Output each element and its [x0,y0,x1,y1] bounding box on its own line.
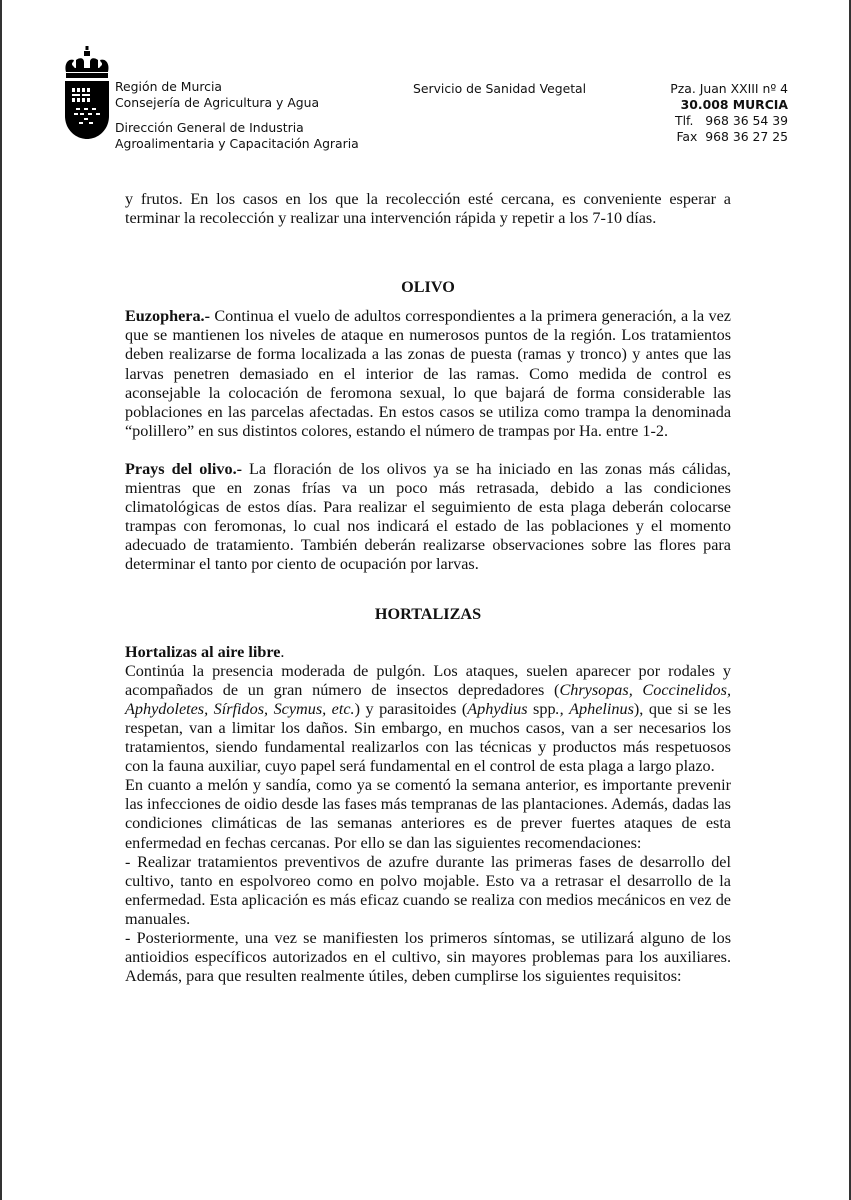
fax-number: Fax 968 36 27 25 [676,129,788,144]
paragraph-text: Continua el vuelo de adultos correspondientes a la primera generación, a la vez que se mantienen los niveles de ataque en numerosos puntos de la región. Los tratamientos deben realizarse de forma localizada a las zonas de puesta (ramas y tronco) y antes que las larvas penetren demasiado en el interior de las ramas. Como medida de control es aconsejable la colocación de feromona sexual, lo que bajará de forma considerable las poblaciones en las parcelas afectadas. En estos casos se utiliza como trampa la denominada “polillero” en sus distintos colores, estando el número de trampas por Ha. entre 1-2. [125,307,731,440]
paragraph-euzophera [125,307,731,441]
pest-name-prays: Prays del olivo.- [125,459,243,478]
header-contact [670,81,788,145]
recommendation-antioidios: - Posteriormente, una vez se manifiesten los primeros síntomas, se utilizará alguno de los antioidios específicos autorizados en el cultivo, sin mayores problemas para los auxiliares. Además, para que resulten realmente útiles, deben cumplirse los siguientes requisitos: [125,929,731,986]
document-body [125,190,731,986]
intro-paragraph: y frutos. En los casos en los que la recolección esté cercana, es conveniente esperar a terminar la recolección y realizar una intervención rápida y repetir a los 7-10 días. [125,190,731,228]
section-title-olivo: OLIVO [401,278,455,297]
header-organization [115,79,359,152]
address-street: Pza. Juan XXIII nº 4 [670,81,788,96]
org-name: Región de Murcia [115,79,222,94]
paragraph-prays [125,460,731,575]
address-city: 30.008 MURCIA [680,97,788,112]
section-title-hortalizas: HORTALIZAS [374,604,482,623]
recommendation-azufre: - Realizar tratamientos preventivos de azufre durante las primeras fases de desarrollo del cultivo, tanto en espolvoreo como en polvo mojable. Esto va a retrasar el desarrollo de la enfermedad. Esta aplicación es más eficaz cuando se realiza con medios mecánicos en vez de manuales. [125,852,731,928]
org-department: Consejería de Agricultura y Agua [115,95,320,110]
phone-number: Tlf. 968 36 54 39 [675,113,788,128]
coat-of-arms-murcia-icon [62,46,112,140]
paragraph-pulgon: Continúa la presencia moderada de pulgón. Los ataques, suelen aparecer por rodales y acompañados de un gran número de insectos depredadores (Chrysopas, Coccinelidos, Aphydoletes, Sírfidos, Scymus, etc.) y parasitoides (Aphydius spp., Aphelinus), que si se les respetan, van a limitar los daños. Sin embargo, en muchos casos, van a ser necesarios los tratamientos, siendo fundamental realizarlos con las técnicas y productos más respetuosos con la fauna auxiliar, cuyo papel será fundamental en el control de esta plaga a largo plazo. [125,661,731,776]
header-service [413,81,586,97]
pest-name-euzophera: Euzophera.- [125,307,210,326]
service-name: Servicio de Sanidad Vegetal [413,81,587,96]
directorate-line1: Dirección General de Industria [115,120,304,135]
subsection-title-aire-libre: Hortalizas al aire libre. [125,642,285,661]
directorate-line2: Agroalimentaria y Capacitación Agraria [115,136,359,151]
paragraph-text: La floración de los olivos ya se ha iniciado en las zonas más cálidas, mientras que en zonas frías va un poco más retrasada, debido a las condiciones climatológicas de estos días. Para realizar el seguimiento de esta plaga deberán colocarse trampas con feromonas, lo cual nos indicará el estado de las poblaciones y el momento adecuado de tratamiento. También deberán realizarse observaciones sobre las flores para determinar el tanto por ciento de ocupación por larvas. [125,459,731,574]
paragraph-melon-sandia: En cuanto a melón y sandía, como ya se comentó la semana anterior, es importante prevenir las infecciones de oidio desde las fases más tempranas de las plantaciones. Además, dadas las condiciones climáticas de las semanas anteriores es de prever fuertes ataques de esta enfermedad en fechas cercanas. Por ello se dan las siguientes recomendaciones: [125,776,731,852]
